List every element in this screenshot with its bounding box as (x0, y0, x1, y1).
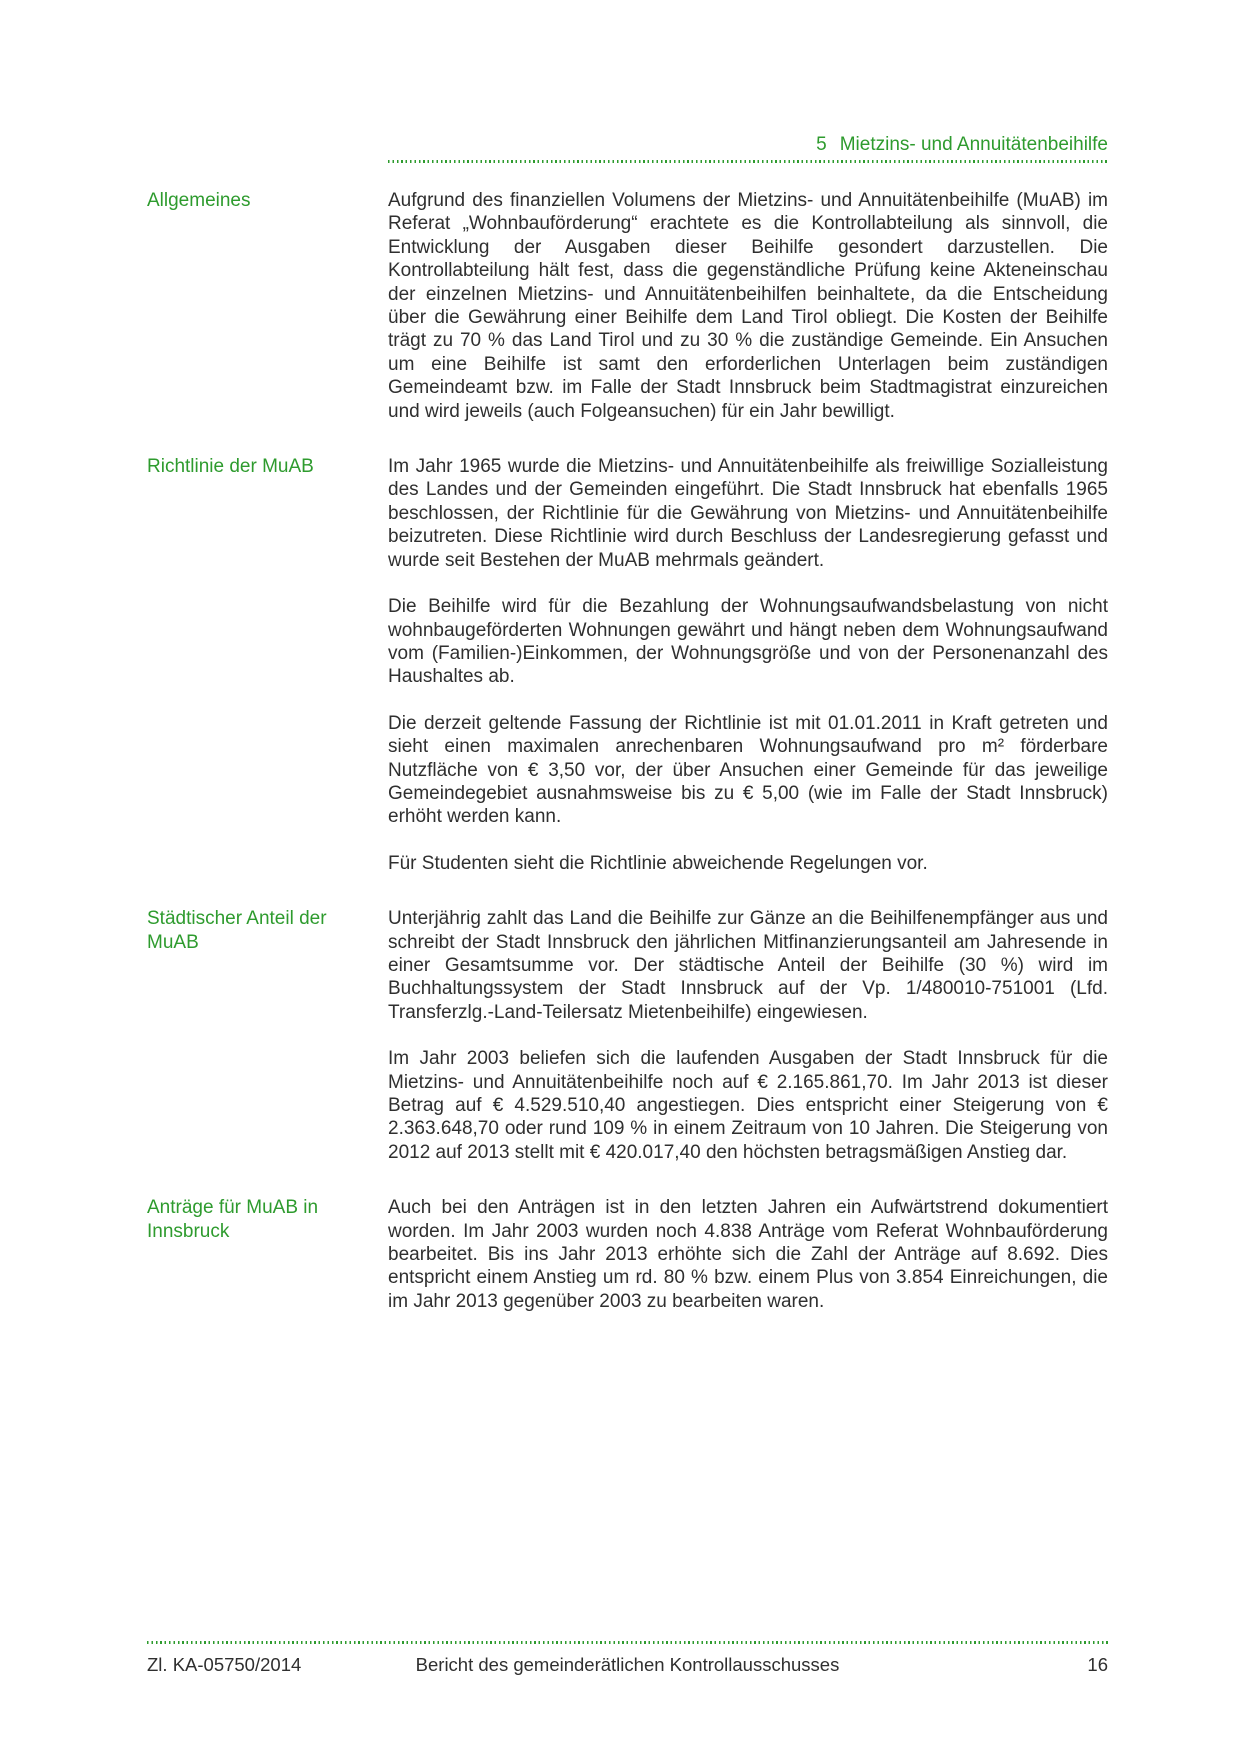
footer-divider (147, 1641, 1108, 1644)
chapter-heading (147, 133, 1108, 156)
paragraph: Aufgrund des finanziellen Volumens der Mietzins- und Annuitätenbeihilfe (MuAB) im Referat „Wohnbauförderung“ erachtete es die Kontrollabteilung als sinnvoll, die Entwicklung der Ausgaben dieser Beihilfe gesondert darzustellen. Die Kontrollabteilung hält fest, dass die gegenständliche Prüfung keine Akteneinschau der einzelnen Mietzins- und Annuitätenbeihilfen beinhaltete, da die Entscheidung über die Gewährung einer Beihilfe dem Land Tirol obliegt. Die Kosten der Beihilfe trägt zu 70 % das Land Tirol und zu 30 % die zuständige Gemeinde. Ein Ansuchen um eine Beihilfe ist samt den erforderlichen Unterlagen beim zuständigen Gemeindeamt bzw. im Falle der Stadt Innsbruck beim Stadtmagistrat einzureichen und wird jeweils (auch Folgeansuchen) für ein Jahr bewilligt. (388, 190, 1108, 422)
header-divider (388, 160, 1108, 163)
margin-label-richtlinie-der-muab: Richtlinie der MuAB (147, 456, 314, 478)
section-body (388, 1196, 1108, 1336)
section-richtlinie-der-muab (147, 455, 1108, 898)
paragraph: Auch bei den Anträgen ist in den letzten Jahren ein Aufwärtstrend dokumentiert worden. Im Jahr 2003 wurden noch 4.838 Anträge vom Referat Wohnbauförderung bearbeitet. Bis ins Jahr 2013 erhöhte sich die Zahl der Anträge auf 8.692. Dies entspricht einem Anstieg um rd. 80 % bzw. einem Plus von 3.854 Einreichungen, die im Jahr 2013 gegenüber 2003 zu bearbeiten waren. (388, 1197, 1108, 1312)
paragraph: Im Jahr 2003 beliefen sich die laufenden Ausgaben der Stadt Innsbruck für die Mietzins- und Annuitätenbeihilfe noch auf € 2.165.861,70. Im Jahr 2013 ist dieser Betrag auf € 4.529.510,40 angestiegen. Dies entspricht einer Steigerung von € 2.363.648,70 oder rund 109 % in einem Zeitraum von 10 Jahren. Die Steigerung von 2012 auf 2013 stellt mit € 420.017,40 den höchsten betragsmäßigen Anstieg dar. (388, 1048, 1108, 1163)
chapter-title: Mietzins- und Annuitätenbeihilfe (839, 134, 1108, 155)
paragraph: Die Beihilfe wird für die Bezahlung der Wohnungsaufwandsbelastung von nicht wohnbaugeförderten Wohnungen gewährt und hängt neben dem Wohnungsaufwand vom (Familien-)Einkommen, der Wohnungsgröße und von der Personenanzahl des Haushaltes ab. (388, 596, 1108, 688)
page-footer (147, 1641, 1108, 1676)
margin-label-allgemeines: Allgemeines (147, 190, 251, 211)
footer-file-number: Zl. KA-05750/2014 (147, 1654, 302, 1675)
section-antraege-fuer-muab (147, 1196, 1108, 1336)
footer-row (147, 1653, 1108, 1676)
section-body (388, 455, 1108, 898)
paragraph: Für Studenten sieht die Richtlinie abweichende Regelungen vor. (388, 852, 928, 874)
section-allgemeines (147, 189, 1108, 446)
margin-label-staedtischer-anteil: Städtischer Anteil der MuAB (147, 908, 327, 953)
margin-label-antraege: Anträge für MuAB in Innsbruck (147, 1197, 319, 1242)
chapter-number: 5 (816, 134, 827, 155)
document-body (147, 189, 1108, 1336)
footer-page-number: 16 (1087, 1654, 1108, 1675)
footer-report-title: Bericht des gemeinderätlichen Kontrollausschusses (415, 1654, 840, 1675)
paragraph: Unterjährig zahlt das Land die Beihilfe zur Gänze an die Beihilfenempfänger aus und schreibt der Stadt Innsbruck den jährlichen Mitfinanzierungsanteil am Jahresende in einer Gesamtsumme vor. Der städtische Anteil der Beihilfe (30 %) wird im Buchhaltungssystem der Stadt Innsbruck auf der Vp. 1/480010-751001 (Lfd. Transferzlg.-Land-Teilersatz Mietenbeihilfe) eingewiesen. (388, 908, 1108, 1023)
paragraph: Die derzeit geltende Fassung der Richtlinie ist mit 01.01.2011 in Kraft getreten und sieht einen maximalen anrechenbaren Wohnungsaufwand pro m² förderbare Nutzfläche von € 3,50 vor, der über Ansuchen einer Gemeinde für das jeweilige Gemeindegebiet ausnahmsweise bis zu € 5,00 (wie im Falle der Stadt Innsbruck) erhöht werden kann. (388, 712, 1108, 828)
section-staedtischer-anteil-der-muab (147, 907, 1108, 1187)
section-body (388, 189, 1108, 446)
paragraph: Im Jahr 1965 wurde die Mietzins- und Annuitätenbeihilfe als freiwillige Sozialleistung des Landes und der Gemeinden eingeführt. Die Stadt Innsbruck hat ebenfalls 1965 beschlossen, der Richtlinie für die Gewährung von Mietzins- und Annuitätenbeihilfe beizutreten. Diese Richtlinie wird durch Beschluss der Landesregierung gefasst und wurde seit Bestehen der MuAB mehrmals geändert. (388, 456, 1108, 571)
page-header (147, 133, 1108, 163)
section-body (388, 907, 1108, 1187)
